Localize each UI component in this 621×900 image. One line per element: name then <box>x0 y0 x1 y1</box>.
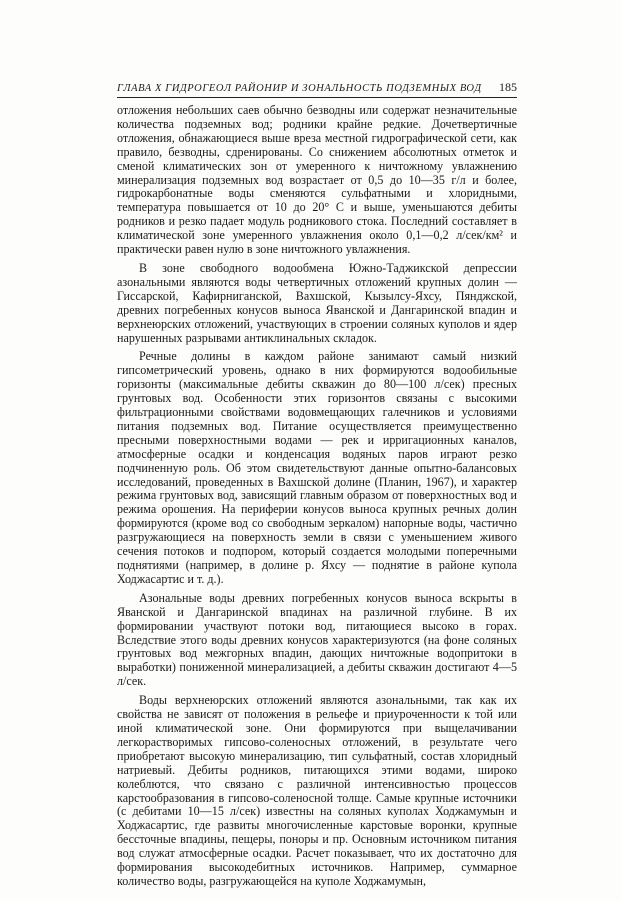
page-number: 185 <box>499 80 517 94</box>
chapter-title: ГЛАВА X ГИДРОГЕОЛ РАЙОНИР И ЗОНАЛЬНОСТЬ ПОДЗЕМНЫХ ВОД <box>117 83 482 94</box>
paragraph: Речные долины в каждом районе занимают самый низкий гипсометрический уровень, однако в них формируются водообильные горизонты (максимальные дебиты скважин до 80—100 л/сек) пресных грунтовых вод. Особенности этих горизонтов связаны с высокими фильтрационными свойствами водовмещающих галечников и условиями питания подземных вод. Питание осуществляется преимущественно пресными поверхностными водами — рек и ирригационных каналов, атмосферные осадки и конденсация водяных паров играют резко подчиненную роль. Об этом свидетельствуют данные опытно-балансовых исследований, проведенных в Вахшской долине (Планин, 1967), и характер режима грунтовых вод, зависящий главным образом от поверхностных вод и режима орошения. На периферии конусов выноса крупных речных долин формируются (кроме вод со свободным зеркалом) напорные воды, частично разгружающиеся на поверхность земли в связи с уменьшением живого сечения потоков и подпором, который создается молодыми поперечными поднятиями (например, в долине р. Яхсу — поднятие в районе купола Ходжасартис и т. д.). <box>117 349 517 586</box>
paragraph: Азональные воды древних погребенных конусов выноса вскрыты в Яванской и Дангаринской впадинах на различной глубине. В их формировании участвуют потоки вод, питающиеся высоко в горах. Вследствие этого воды древних конусов характеризуются (на фоне соляных грунтовых вод межгорных впадин, дающих ничтожные водопритоки в выработки) пониженной минерализацией, а дебиты скважин достигают 4—5 л/сек. <box>117 590 517 689</box>
paragraph-continued: отложения небольших саев обычно безводны или содержат незначительные количества подземных вод; родники крайне редкие. Дочетвертичные отложения, обнажающиеся выше вреза местной гидрографической сети, как правило, безводны, сдренированы. Со снижением абсолютных отметок и сменой климатических зон от умеренного к ничтожному увлажнению минерализация подземных вод возрастает от 0,5 до 10—35 г/л и более, гидрокарбонатные воды сменяются сульфатными и хлоридными, температура повышается от 10 до 20° С и выше, уменьшаются дебиты родников и резко падает модуль родникового стока. Последний составляет в климатической зоне умеренного увлажнения около 0,1—0,2 л/сек/км² и практически равен нулю в зоне ничтожного увлажнения. <box>117 103 517 257</box>
body-text <box>117 104 517 894</box>
header-rule <box>117 97 517 98</box>
running-head <box>117 80 517 95</box>
paragraph: В зоне свободного водообмена Южно-Таджикской депрессии азональными являются воды четвертичных отложений крупных долин — Гиссарской, Кафирниганской, Вахшской, Кызылсу-Яхсу, Пянджской, древних погребенных конусов выноса Яванской и Дангаринской впадин и верхнеюрских отложений, участвующих в строении соляных куполов и ядер нарушенных разрывами антиклинальных складок. <box>117 260 517 345</box>
paragraph: Воды верхнеюрских отложений являются азональными, так как их свойства не зависят от положения в рельефе и приуроченности к той или иной климатической зоне. Они формируются при выщелачивании легкорастворимых гипсово-соленосных отложений, в результате чего приобретают высокую минерализацию, тип сульфатный, состав хлоридный натриевый. Дебиты родников, питающихся этими водами, широко колеблются, что связано с различной интенсивностью процессов карстообразования в гипсово-соленосной толще. Самые крупные источники (с дебитами 10—15 л/сек) известны на соляных куполах Ходжамумын и Ходжасартис, где развиты многочисленные карстовые воронки, крупные бессточные впадины, пещеры, поноры и пр. Основным источником питания вод служат атмосферные осадки. Расчет показывает, что их достаточно для формирования высокодебитных источников. Например, суммарное количество воды, разгружающейся на куполе Ходжамумын, <box>117 693 517 888</box>
